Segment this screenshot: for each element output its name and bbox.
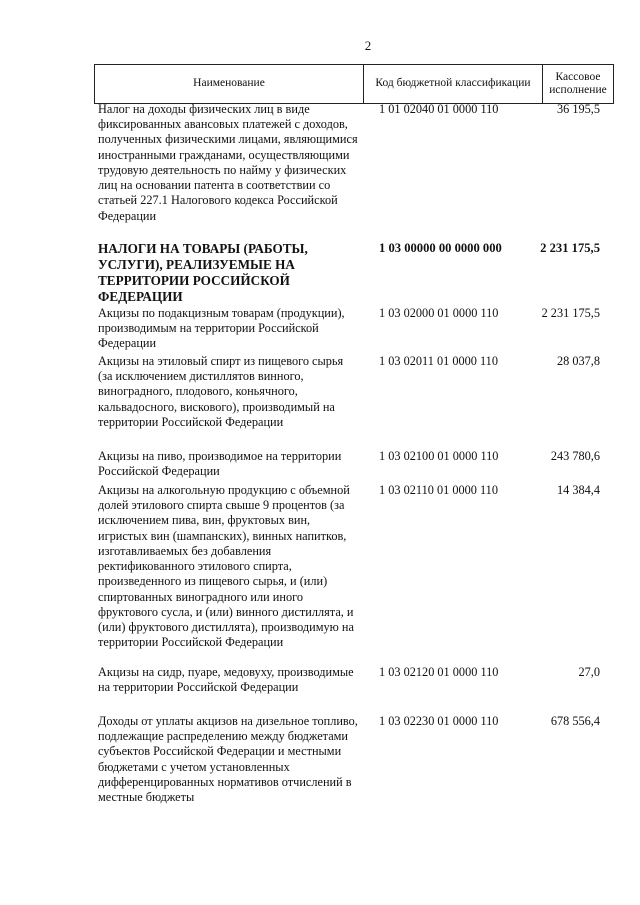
row-name: Акцизы на сидр, пуаре, медовуху, производимые на территории Российской Федерации [98,665,354,695]
row-value: 2 231 175,5 [541,306,600,320]
row-code: 1 03 02230 01 0000 110 [379,714,499,728]
row-code: 1 03 02000 01 0000 110 [379,306,499,320]
header-name: Наименование [193,77,265,90]
row-value: 36 195,5 [556,102,600,116]
row-value: 14 384,4 [556,483,600,497]
row-value: 2 231 175,5 [540,241,600,255]
row-name: Доходы от уплаты акцизов на дизельное топливо, подлежащие распределению между бюджетами субъектов Российской Федерации и местными бюджетами с учетом установленных дифференцированных нормативов отчислений в местные бюджеты [98,714,358,805]
row-value: 678 556,4 [550,714,600,728]
page-number: 2 [364,38,372,53]
row-name: Акцизы на пиво, производимое на территории Российской Федерации [98,449,342,479]
row-value: 28 037,8 [556,354,600,368]
table-header [94,64,614,104]
row-code: 1 03 02110 01 0000 110 [379,483,498,497]
row-name: НАЛОГИ НА ТОВАРЫ (РАБОТЫ, УСЛУГИ), РЕАЛИЗУЕМЫЕ НА ТЕРРИТОРИИ РОССИЙСКОЙ ФЕДЕРАЦИИ [98,241,308,305]
header-execution: Кассовое исполнение [542,65,613,103]
row-name: Акцизы по подакцизным товарам (продукции), производимым на территории Российской Федерации [98,306,345,351]
row-code: 1 03 02011 01 0000 110 [379,354,498,368]
budget-table [94,64,614,104]
row-value: 27,0 [578,665,600,679]
row-code: 1 03 02120 01 0000 110 [379,665,499,679]
row-name: Акцизы на этиловый спирт из пищевого сырья (за исключением дистиллятов винного, виноградного, плодового, коньячного, кальвадосного, вискового), производимый на территории Российской Федерации [98,354,344,429]
row-name: Акцизы на алкогольную продукцию с объемной долей этилового спирта свыше 9 процентов (за исключением пива, вин, фруктовых вин, игристых вин (шампанских), винных напитков, изготавливаемых без добавления ректификованного этилового спирта, произведенного из пищевого сырья, и (или) спиртованных виноградного или иного фруктового сусла, и (или) винного дистиллята, и (или) фруктового дистиллята), производимую на территории Российской Федерации [98,483,354,650]
row-name: Налог на доходы физических лиц в виде фиксированных авансовых платежей с доходов, полученных физическими лицами, являющимися иностранными гражданами, осуществляющими трудовую деятельность по найму у физических лиц на основании патента в соответствии со статьей 227.1 Налогового кодекса Российской Федерации [98,102,358,223]
row-code: 1 03 00000 00 0000 000 [379,241,502,255]
row-code: 1 03 02100 01 0000 110 [379,449,499,463]
header-code: Код бюджетной классификации [363,65,542,103]
row-code: 1 01 02040 01 0000 110 [379,102,499,116]
row-value: 243 780,6 [550,449,600,463]
